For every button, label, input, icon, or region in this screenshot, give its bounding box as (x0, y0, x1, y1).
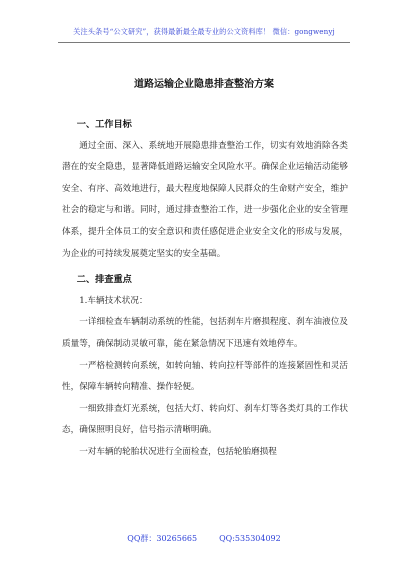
check-item-steering: 一严格检测转向系统，如转向轴、转向拉杆等部件的连接紧固性和灵活性，保障车辆转向精准、操作轻便。 (62, 360, 348, 393)
header-promo-note: 关注头条号“公文研究”，获得最新最全最专业的公文资料库！ 微信：gongwenyj (73, 27, 335, 36)
document-title: 道路运输企业隐患排查整治方案 (134, 79, 274, 90)
footer-qq-group: QQ群：30265665 (127, 534, 198, 543)
check-item-brakes: 一详细检查车辆制动系统的性能，包括刹车片磨损程度、刹车油液位及质量等，确保制动灵敏可靠，能在紧急情况下迅速有效地停车。 (62, 317, 348, 349)
document-body (62, 114, 348, 464)
section-heading-focus: 二、排查重点 (76, 274, 132, 286)
goals-paragraph: 通过全面、深入、系统地开展隐患排查整治工作，切实有效地消除各类潜在的安全隐患，显著降低道路运输安全风险水平。确保企业运输活动能够安全、有序、高效地进行，最大程度地保障人民群众的生命财产安全，维护社会的稳定与和谐。同时，通过排查整治工作，进一步强化企业的安全管理体系，提升全体员工的安全意识和责任感促进企业安全文化的形成与发展，为企业的可持续发展奠定坚实的安全基础。 (62, 140, 348, 259)
section-heading-goals: 一、工作目标 (76, 119, 132, 130)
header-divider (58, 42, 350, 43)
check-item-lighting: 一细致排查灯光系统，包括大灯、转向灯、刹车灯等各类灯具的工作状态，确保照明良好，信号指示清晰明确。 (62, 403, 348, 436)
footer-qq: QQ:535304092 (219, 534, 281, 543)
footer-contact (0, 533, 408, 544)
subheading-vehicle-condition: 1.车辆技术状况： (79, 295, 148, 306)
check-item-tires: 一对车辆的轮胎状况进行全面检查，包括轮胎磨损程 (79, 446, 277, 457)
